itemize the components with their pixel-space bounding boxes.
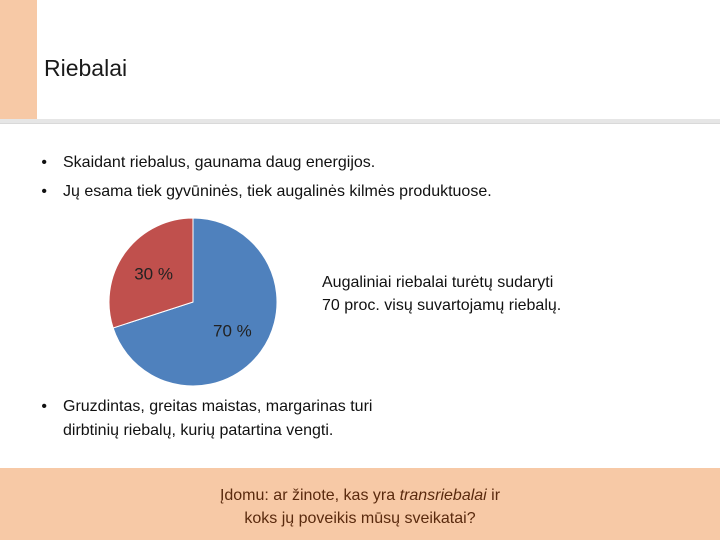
bullet-text-line-1: Gruzdintas, greitas maistas, margarinas turi	[63, 398, 373, 415]
footer-text-part-2: ir	[486, 487, 501, 504]
pie-label-1: 30 %	[134, 264, 173, 284]
bullet-symbol: •	[41, 183, 47, 200]
pie-chart-svg	[98, 207, 288, 397]
bullet-symbol: •	[41, 398, 47, 415]
footer-note	[0, 468, 720, 540]
bullet-item	[27, 395, 497, 443]
pie-caption-line-2: 70 proc. visų suvartojamų riebalų.	[322, 297, 562, 314]
bullet-text: Skaidant riebalus, gaunama daug energijos.	[63, 154, 376, 171]
bullet-list	[27, 148, 697, 206]
title-divider-line	[0, 123, 720, 124]
accent-band-left	[0, 0, 37, 123]
footer-text-line-2: koks jų poveikis mūsų sveikatai?	[244, 510, 476, 527]
pie-caption-line-1: Augaliniai riebalai turėtų sudaryti	[322, 274, 554, 291]
bullet-item	[27, 148, 697, 177]
bullet-item	[27, 177, 697, 206]
footer-text-italic: transriebalai	[399, 487, 487, 504]
bullet-text: Jų esama tiek gyvūninės, tiek augalinės kilmės produktuose.	[63, 183, 492, 200]
bullet-list-2	[27, 395, 497, 443]
footer-text	[0, 484, 720, 530]
bullet-text-line-2: dirbtinių riebalų, kurių patartina vengti.	[63, 422, 334, 439]
pie-label-0: 70 %	[213, 321, 252, 341]
slide-title: Riebalai	[44, 55, 128, 81]
footer-text-part-1: Įdomu: ar žinote, kas yra	[219, 487, 400, 504]
pie-chart	[98, 207, 288, 397]
pie-caption	[322, 271, 642, 317]
bullet-symbol: •	[41, 154, 47, 171]
title-bar	[37, 0, 720, 123]
